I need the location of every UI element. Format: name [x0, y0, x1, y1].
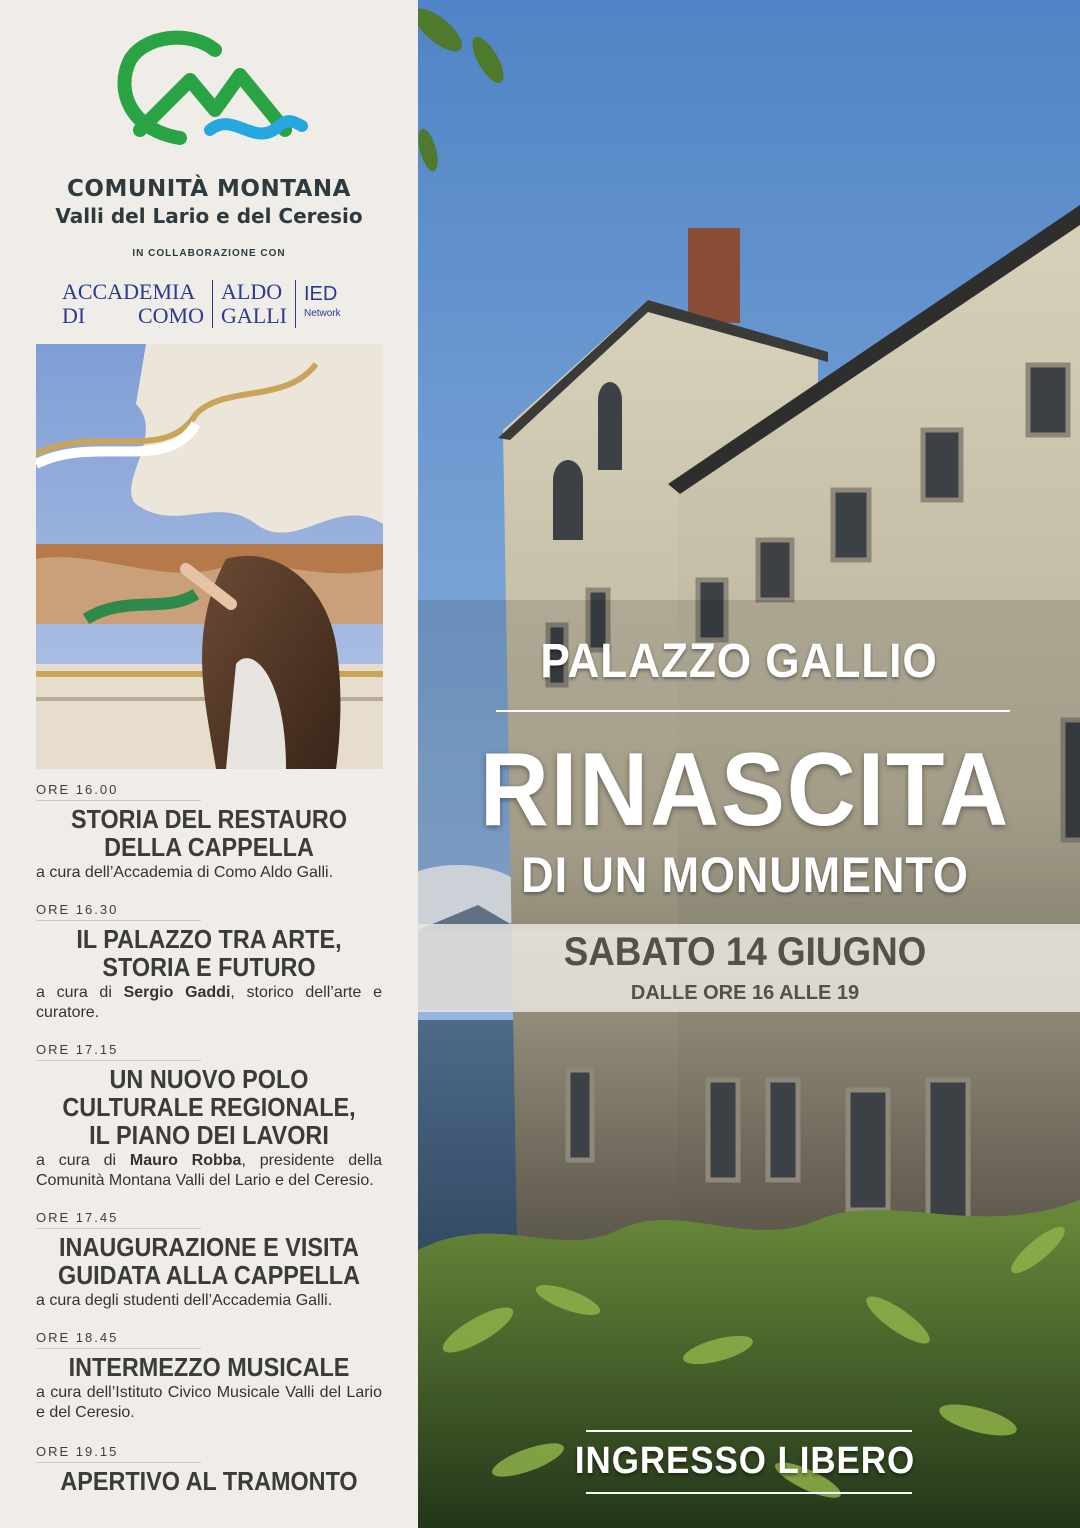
entry-rule-bottom — [586, 1492, 912, 1494]
accademia-como: COMO — [137, 303, 204, 328]
program-description: a cura di Sergio Gaddi, storico dell’arte e curatore. — [36, 984, 382, 1021]
accademia-di: DI — [62, 303, 86, 328]
restoration-photo — [36, 344, 383, 769]
program-time: ORE 17.15 — [36, 1042, 201, 1061]
galli-word: GALLI — [221, 303, 287, 328]
event-hours: DALLE ORE 16 ALLE 19 — [630, 982, 860, 1004]
program-title: STORIA DEL RESTAURO DELLA CAPPELLA — [70, 804, 348, 862]
event-date: SABATO 14 GIUGNO — [563, 930, 927, 974]
program-item — [36, 902, 382, 1023]
event-subtitle: DI UN MONUMENTO — [521, 847, 969, 903]
network-word: Network — [303, 308, 341, 319]
program-description: a cura di Mauro Robba, presidente della Comunità Montana Valli del Lario e del Ceresio. — [36, 1152, 383, 1189]
program-title: INTERMEZZO MUSICALE — [68, 1352, 350, 1382]
program-time: ORE 16.00 — [36, 782, 201, 801]
accademia-word: ACCADEMIA — [62, 279, 196, 304]
organization-name: COMUNITÀ MONTANA — [67, 176, 351, 202]
palazzo-photo-panel — [418, 0, 1080, 1528]
venue-title: PALAZZO GALLIO — [540, 635, 938, 688]
program-title: IL PALAZZO TRA ARTE, STORIA E FUTURO — [76, 924, 342, 982]
comunita-montana-logo — [110, 30, 310, 160]
title-divider — [496, 710, 1010, 712]
program-time: ORE 16.30 — [36, 902, 201, 921]
ied-word: IED — [303, 283, 338, 305]
program-title: APERTIVO AL TRAMONTO — [60, 1466, 358, 1496]
entry-rule-top — [586, 1430, 912, 1432]
aldo-word: ALDO — [221, 279, 283, 304]
program-title: INAUGURAZIONE E VISITA GUIDATA ALLA CAPPELLA — [57, 1232, 361, 1290]
program-column — [0, 0, 418, 1528]
program-item — [36, 1330, 382, 1423]
program-time: ORE 18.45 — [36, 1330, 201, 1349]
program-time: ORE 17.45 — [36, 1210, 201, 1229]
program-item — [36, 782, 382, 883]
program-item — [36, 1444, 382, 1495]
program-item — [36, 1210, 382, 1311]
organization-subtitle: Valli del Lario e del Ceresio — [55, 204, 363, 228]
event-title: RINASCITA — [479, 732, 1011, 848]
program-description: a cura dell’Istituto Civico Musicale Valli del Lario e del Ceresio. — [36, 1384, 382, 1421]
program-description: a cura dell’Accademia di Como Aldo Galli. — [36, 864, 334, 881]
accademia-logo — [62, 278, 341, 330]
program-item — [36, 1042, 382, 1191]
program-title: UN NUOVO POLO CULTURALE REGIONALE, IL PIANO DEI LAVORI — [62, 1064, 356, 1150]
collaboration-label: IN COLLABORAZIONE CON — [132, 248, 286, 259]
program-description: a cura degli studenti dell’Accademia Galli. — [36, 1292, 333, 1309]
entry-label: INGRESSO LIBERO — [574, 1440, 916, 1482]
program-time: ORE 19.15 — [36, 1444, 201, 1463]
